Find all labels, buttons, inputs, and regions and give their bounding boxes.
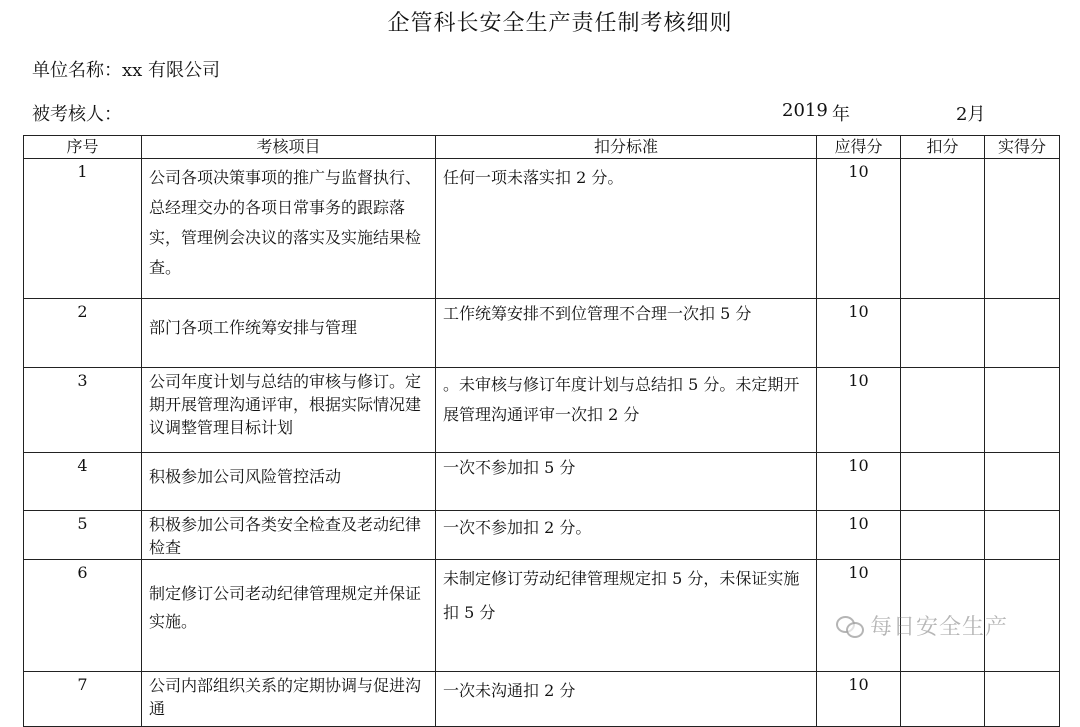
row-item: 公司各项决策事项的推广与监督执行、总经理交办的各项日常事务的跟踪落实，管理例会决议的落实及实施结果检查。 (142, 159, 436, 299)
row-actual[interactable] (985, 368, 1060, 453)
row-criteria: 一次不参加扣 2 分。 (436, 511, 817, 560)
row-actual[interactable] (985, 672, 1060, 727)
header-deduct: 扣分 (901, 136, 985, 159)
row-seq: 2 (24, 299, 142, 368)
row-actual[interactable] (985, 453, 1060, 511)
row-score: 10 (817, 159, 901, 299)
header-item: 考核项目 (142, 136, 436, 159)
row-deduct[interactable] (901, 672, 985, 727)
table-row (24, 453, 1060, 511)
watermark-text: 每日安全生产 (870, 615, 1009, 640)
row-item: 积极参加公司风险管控活动 (142, 453, 436, 511)
row-item: 公司内部组织关系的定期协调与促进沟通 (142, 672, 436, 727)
row-item: 部门各项工作统筹安排与管理 (142, 299, 436, 368)
row-item: 积极参加公司各类安全检查及老动纪律检查 (142, 511, 436, 560)
row-score: 10 (817, 672, 901, 727)
header-actual: 实得分 (985, 136, 1060, 159)
row-score: 10 (817, 299, 901, 368)
row-deduct[interactable] (901, 368, 985, 453)
row-seq: 1 (24, 159, 142, 299)
row-seq: 6 (24, 560, 142, 672)
row-item: 公司年度计划与总结的审核与修订。定期开展管理沟通评审，根据实际情况建议调整管理目标计划 (142, 368, 436, 453)
row-criteria: 一次不参加扣 5 分 (436, 453, 817, 511)
row-criteria: 。未审核与修订年度计划与总结扣 5 分。未定期开展管理沟通评审一次扣 2 分 (436, 368, 817, 453)
month-value: 2月 (956, 104, 986, 125)
watermark (836, 610, 1008, 641)
row-deduct[interactable] (901, 511, 985, 560)
header-seq: 序号 (24, 136, 142, 159)
table-row (24, 368, 1060, 453)
row-score: 10 (817, 560, 901, 672)
table-row (24, 672, 1060, 727)
table-row (24, 159, 1060, 299)
page-title: 企管科长安全生产责任制考核细则 (387, 11, 733, 36)
row-actual[interactable] (985, 511, 1060, 560)
row-deduct[interactable] (901, 453, 985, 511)
row-item: 制定修订公司老动纪律管理规定并保证实施。 (142, 560, 436, 672)
row-criteria: 任何一项未落实扣 2 分。 (436, 159, 817, 299)
row-score: 10 (817, 511, 901, 560)
row-criteria: 未制定修订劳动纪律管理规定扣 5 分，未保证实施扣 5 分 (436, 560, 817, 672)
row-deduct[interactable] (901, 159, 985, 299)
year-value: 2019 (782, 100, 828, 121)
table-row (24, 511, 1060, 560)
row-score: 10 (817, 368, 901, 453)
row-seq: 3 (24, 368, 142, 453)
row-seq: 7 (24, 672, 142, 727)
header-criteria: 扣分标准 (436, 136, 817, 159)
row-criteria: 一次未沟通扣 2 分 (436, 672, 817, 727)
row-seq: 4 (24, 453, 142, 511)
unit-name: 单位名称：xx 有限公司 (32, 60, 221, 81)
row-deduct[interactable] (901, 299, 985, 368)
table-header-row (24, 136, 1060, 159)
wechat-icon (836, 614, 864, 638)
header-score: 应得分 (817, 136, 901, 159)
table-row (24, 299, 1060, 368)
row-actual[interactable] (985, 159, 1060, 299)
assessee-label: 被考核人： (32, 104, 122, 125)
row-criteria: 工作统筹安排不到位管理不合理一次扣 5 分 (436, 299, 817, 368)
row-actual[interactable] (985, 299, 1060, 368)
row-seq: 5 (24, 511, 142, 560)
year-label: 年 (832, 104, 850, 125)
row-score: 10 (817, 453, 901, 511)
